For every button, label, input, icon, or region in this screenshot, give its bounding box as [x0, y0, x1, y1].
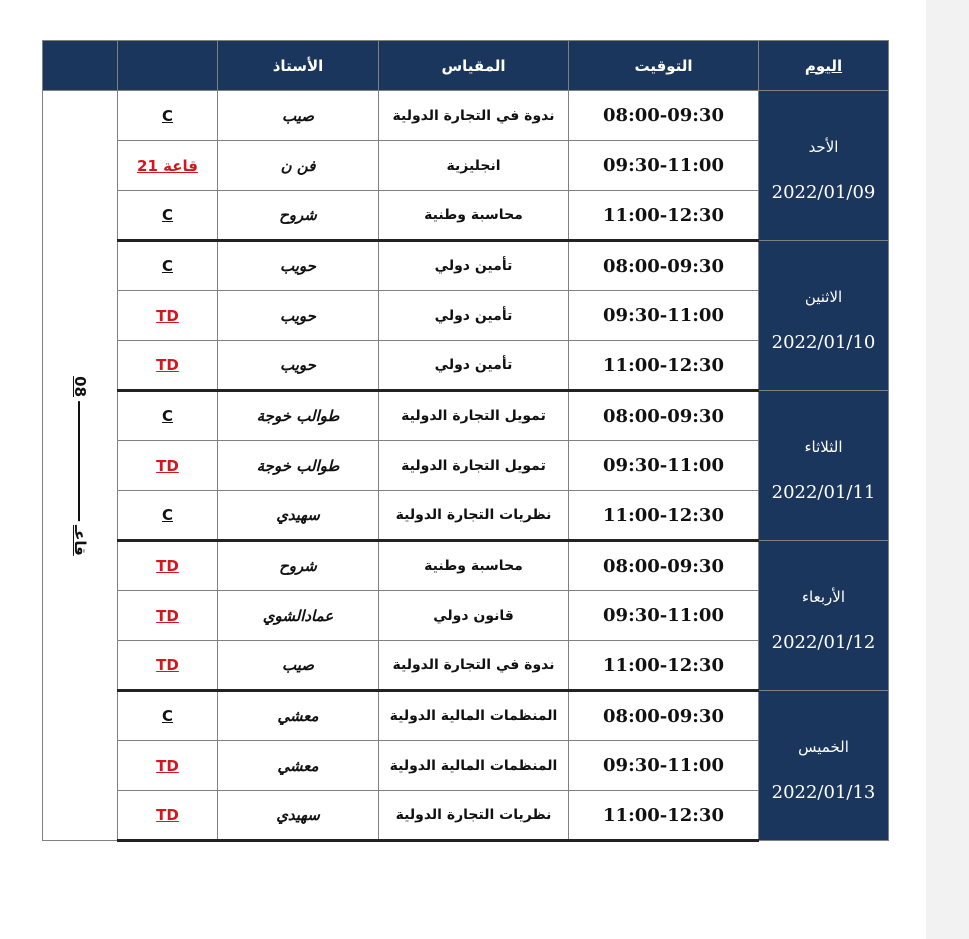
session-type-label: TD — [156, 756, 179, 775]
session-professor: سهيدي — [218, 491, 379, 541]
session-type-label: TD — [156, 806, 179, 824]
header-type — [118, 41, 218, 91]
session-subject: قانون دولي — [379, 591, 569, 641]
session-professor: سهيدي — [218, 791, 379, 841]
session-subject: تأمين دولي — [379, 291, 569, 341]
session-professor: صيب — [218, 641, 379, 691]
header-professor: الأستاذ — [218, 41, 379, 91]
session-subject: محاسبة وطنية — [379, 191, 569, 241]
session-type-label: C — [161, 407, 173, 425]
session-professor: طوالب خوجة — [218, 441, 379, 491]
session-time: 11:00-12:30 — [569, 341, 759, 391]
header-subject: المقياس — [379, 41, 569, 91]
session-type-label: TD — [156, 306, 179, 325]
schedule-row — [43, 241, 889, 291]
hall-cell — [43, 91, 118, 841]
session-type — [118, 91, 218, 141]
session-subject: ندوة في التجارة الدولية — [379, 641, 569, 691]
day-name: الخميس — [798, 738, 849, 756]
session-time: 09:30-11:00 — [569, 591, 759, 641]
session-subject: محاسبة وطنية — [379, 541, 569, 591]
session-time: 08:00-09:30 — [569, 391, 759, 441]
session-time: 11:00-12:30 — [569, 191, 759, 241]
session-time: 09:30-11:00 — [569, 291, 759, 341]
session-subject: المنظمات المالية الدولية — [379, 741, 569, 791]
session-type — [118, 791, 218, 841]
session-professor: معشي — [218, 691, 379, 741]
session-subject: المنظمات المالية الدولية — [379, 691, 569, 741]
session-subject: تمويل التجارة الدولية — [379, 441, 569, 491]
session-type — [118, 191, 218, 241]
day-cell — [759, 241, 889, 391]
session-type-label: C — [161, 506, 173, 524]
session-time: 08:00-09:30 — [569, 91, 759, 141]
session-professor: عمادالشوي — [218, 591, 379, 641]
session-professor: شروح — [218, 541, 379, 591]
session-professor: حويب — [218, 241, 379, 291]
timetable — [42, 40, 889, 842]
session-time: 09:30-11:00 — [569, 441, 759, 491]
schedule-row — [43, 691, 889, 741]
session-type-label: C — [161, 206, 173, 224]
session-type — [118, 741, 218, 791]
session-type-label: C — [161, 257, 173, 275]
session-type-label: TD — [156, 606, 179, 625]
session-time: 11:00-12:30 — [569, 641, 759, 691]
header-day: اليوم — [759, 41, 889, 91]
day-date: 2022/01/12 — [771, 632, 876, 653]
header-time: التوقيت — [569, 41, 759, 91]
session-type — [118, 541, 218, 591]
day-date: 2022/01/13 — [771, 782, 876, 803]
day-name: الاثنين — [804, 288, 843, 306]
session-time: 08:00-09:30 — [569, 541, 759, 591]
session-type-label: C — [161, 707, 173, 725]
session-type-label: TD — [156, 356, 179, 374]
session-time: 08:00-09:30 — [569, 691, 759, 741]
session-subject: نظريات التجارة الدولية — [379, 791, 569, 841]
session-type-label: TD — [156, 557, 179, 575]
session-time: 08:00-09:30 — [569, 241, 759, 291]
session-type-label: C — [161, 106, 173, 125]
day-name: الأحد — [808, 138, 839, 156]
schedule-row — [43, 91, 889, 141]
day-date: 2022/01/09 — [771, 182, 876, 203]
session-professor: صيب — [218, 91, 379, 141]
session-type-label: TD — [156, 456, 179, 475]
session-time: 09:30-11:00 — [569, 141, 759, 191]
day-date: 2022/01/11 — [771, 482, 876, 503]
day-cell — [759, 391, 889, 541]
session-type — [118, 141, 218, 191]
schedule-row — [43, 541, 889, 591]
session-type — [118, 291, 218, 341]
session-type — [118, 641, 218, 691]
session-subject: انجليزية — [379, 141, 569, 191]
hall-underline — [79, 401, 81, 521]
session-subject: تمويل التجارة الدولية — [379, 391, 569, 441]
session-type-label: TD — [156, 656, 179, 674]
day-cell — [759, 691, 889, 841]
timetable-body — [43, 91, 889, 841]
session-type — [118, 391, 218, 441]
session-time: 11:00-12:30 — [569, 491, 759, 541]
session-professor: معشي — [218, 741, 379, 791]
session-professor: فن ن — [218, 141, 379, 191]
session-professor: حويب — [218, 291, 379, 341]
session-type — [118, 441, 218, 491]
day-cell — [759, 91, 889, 241]
session-professor: شروح — [218, 191, 379, 241]
session-type-label: قاعة 21 — [137, 156, 198, 175]
hall-label — [71, 376, 89, 556]
day-date: 2022/01/10 — [771, 332, 876, 353]
session-time: 11:00-12:30 — [569, 791, 759, 841]
session-time: 09:30-11:00 — [569, 741, 759, 791]
session-type — [118, 491, 218, 541]
schedule-row — [43, 391, 889, 441]
day-cell — [759, 541, 889, 691]
session-subject: تأمين دولي — [379, 241, 569, 291]
session-professor: حويب — [218, 341, 379, 391]
day-name: الثلاثاء — [804, 438, 843, 456]
hall-prefix: قاعـ — [71, 524, 89, 556]
session-subject: نظريات التجارة الدولية — [379, 491, 569, 541]
session-subject: ندوة في التجارة الدولية — [379, 91, 569, 141]
session-type — [118, 691, 218, 741]
session-type — [118, 241, 218, 291]
header-hall — [43, 41, 118, 91]
header-row — [43, 41, 889, 91]
page-margin-strip — [926, 0, 969, 939]
session-type — [118, 341, 218, 391]
hall-number: 08 — [71, 375, 89, 397]
session-type — [118, 591, 218, 641]
session-subject: تأمين دولي — [379, 341, 569, 391]
session-professor: طوالب خوجة — [218, 391, 379, 441]
day-name: الأربعاء — [801, 588, 845, 606]
